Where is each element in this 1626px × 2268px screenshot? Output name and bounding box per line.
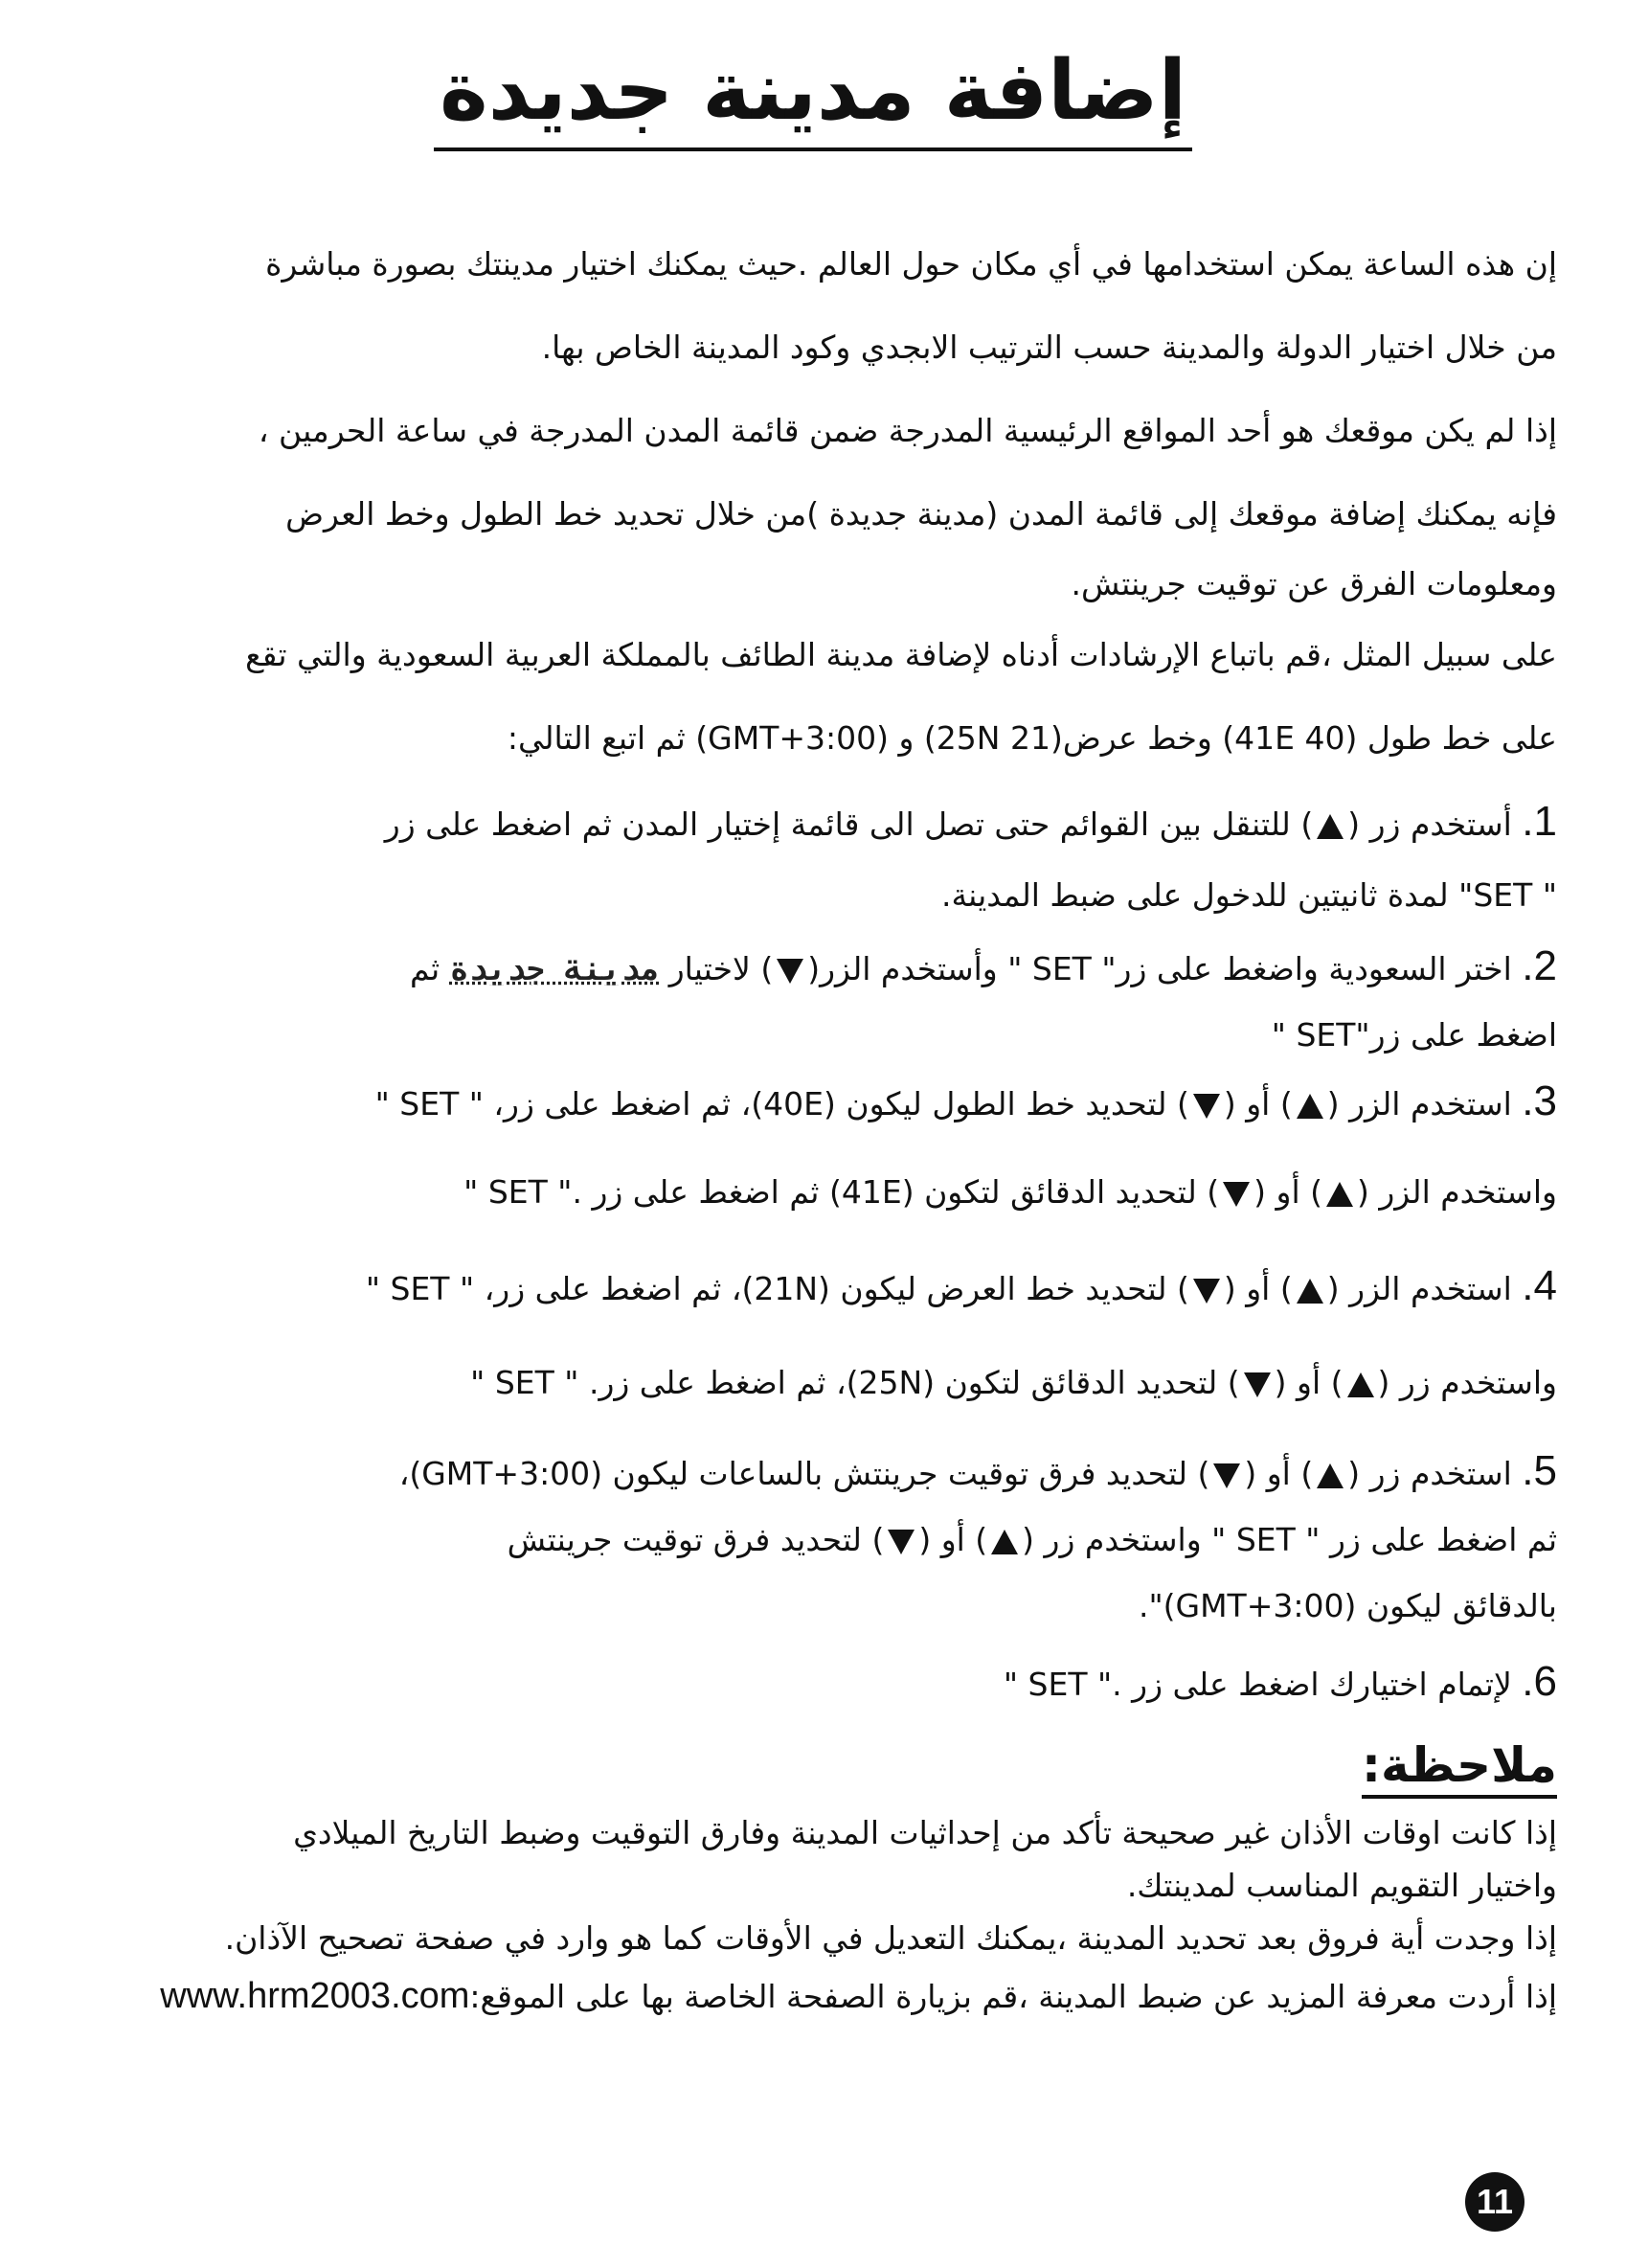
step-2-line-1: [63, 924, 1557, 1011]
step-3-line-2: [63, 1146, 1557, 1238]
step-number: 1.: [1522, 798, 1557, 845]
step-text: ) أو (: [1274, 1364, 1344, 1401]
step-4-line-1: [63, 1238, 1557, 1337]
step-text: ) للتنقل بين القوائم حتى تصل الى قائمة إختيار المدن ثم اضغط على زر: [384, 805, 1314, 843]
step-text: استخدم الزر (: [1326, 1270, 1512, 1307]
page-number: 11: [1465, 2172, 1524, 2232]
page-title: [0, 38, 1626, 151]
step-text: ) لاختيار: [668, 950, 774, 987]
step-text: ثم اضغط على زر " SET " واستخدم زر (: [1022, 1521, 1557, 1558]
triangle-up-icon: [1297, 1094, 1323, 1119]
triangle-down-icon: [1193, 1279, 1220, 1304]
step-text: أستخدم زر (: [1347, 805, 1512, 843]
triangle-up-icon: [991, 1530, 1018, 1554]
step-text: ثم: [410, 950, 440, 987]
step-text: واستخدم الزر (: [1357, 1173, 1557, 1211]
triangle-down-icon: [777, 959, 803, 984]
step-number: 3.: [1522, 1077, 1557, 1124]
step-5-line-3: بالدقائق ليكون (GMT+3:00)".: [1138, 1587, 1557, 1624]
step-text: ) أو (: [1223, 1085, 1293, 1123]
step-4: [63, 1238, 1557, 1429]
triangle-down-icon: [1193, 1094, 1220, 1119]
page-title-text: إضافة مدينة جديدة: [434, 38, 1192, 151]
step-number: 5.: [1522, 1447, 1557, 1494]
triangle-down-icon: [1213, 1463, 1240, 1488]
intro-line: إن هذه الساعة يمكن استخدامها في أي مكان حول العالم .حيث يمكنك اختيار مدينتك بصورة مباشرة: [265, 245, 1557, 283]
triangle-up-icon: [1317, 1463, 1344, 1488]
step-6: [63, 1648, 1557, 1718]
step-text: اختر السعودية واضغط على زر" SET " وأستخدم الزر(: [807, 950, 1512, 987]
step-text: ) لتحديد خط الطول ليكون (40E)، ثم اضغط على زر، " SET ": [374, 1085, 1189, 1123]
note-line: إذا كانت اوقات الأذان غير صحيحة تأكد من إحداثيات المدينة وفارق التوقيت وضبط التاريخ الميلادي: [293, 1814, 1557, 1851]
note-line: إذا وجدت أية فروق بعد تحديد المدينة ،يمكنك التعديل في الأوقات كما هو وارد في صفحة تصحيح الآذان.: [224, 1919, 1557, 1957]
note-text: إذا أردت معرفة المزيد عن ضبط المدينة ،قم بزيارة الصفحة الخاصة بها على الموقع:: [469, 1978, 1557, 2015]
step-1-line-2: " SET" لمدة ثانيتين للدخول على ضبط المدينة.: [940, 876, 1557, 914]
page-content: [63, 222, 1557, 2026]
intro-line: إذا لم يكن موقعك هو أحد المواقع الرئيسية المدرجة ضمن قائمة المدن المدرجة في ساعة الحرمين ،: [258, 412, 1557, 449]
step-text: استخدم زر (: [1347, 1455, 1512, 1492]
step-text: ) أو (: [1253, 1173, 1322, 1211]
step-text: لإتمام اختيارك اضغط على زر ." SET ": [1003, 1666, 1512, 1703]
triangle-down-icon: [1244, 1372, 1271, 1397]
triangle-up-icon: [1326, 1182, 1353, 1207]
lcd-display-text: مدينة جديدة: [449, 950, 660, 987]
step-number: 6.: [1522, 1658, 1557, 1705]
step-5: [63, 1429, 1557, 1648]
step-number: 2.: [1522, 942, 1557, 989]
step-text: ) لتحديد فرق توقيت جرينتش: [507, 1521, 885, 1558]
intro-line: فإنه يمكنك إضافة موقعك إلى قائمة المدن (مدينة جديدة )من خلال تحديد خط الطول وخط العرض: [285, 495, 1557, 533]
step-text: ) أو (: [1244, 1455, 1314, 1492]
intro-section: [63, 222, 1557, 780]
step-3-line-1: [63, 1059, 1557, 1146]
note-section: [63, 1718, 1557, 2026]
step-2-line-2: اضغط على زر"SET ": [1271, 1016, 1557, 1054]
intro-line: على سبيل المثل ،قم باتباع الإرشادات أدناه لإضافة مدينة الطائف بالمملكة العربية السعودية والتي تقع: [245, 636, 1557, 673]
triangle-up-icon: [1347, 1372, 1374, 1397]
step-text: ) لتحديد الدقائق لتكون (41E) ثم اضغط على زر ." SET ": [463, 1173, 1220, 1211]
step-5-line-1: [63, 1429, 1557, 1516]
step-3: [63, 1059, 1557, 1238]
step-text: ) لتحديد فرق توقيت جرينتش بالساعات ليكون (GMT+3:00)،: [398, 1455, 1210, 1492]
step-1: [63, 780, 1557, 924]
intro-line: من خلال اختيار الدولة والمدينة حسب الترتيب الابجدي وكود المدينة الخاص بها.: [541, 329, 1557, 366]
note-line-website: [63, 1967, 1557, 2026]
note-line: واختيار التقويم المناسب لمدينتك.: [1126, 1867, 1557, 1904]
note-heading: ملاحظة:: [1362, 1735, 1557, 1799]
step-4-line-2: [63, 1337, 1557, 1429]
intro-line: ومعلومات الفرق عن توقيت جرينتش.: [1071, 565, 1557, 602]
triangle-down-icon: [1223, 1182, 1250, 1207]
step-2: [63, 924, 1557, 1059]
step-text: استخدم الزر (: [1326, 1085, 1512, 1123]
step-text: ) لتحديد الدقائق لتكون (25N)، ثم اضغط على زر. " SET ": [470, 1364, 1240, 1401]
step-text: ) لتحديد خط العرض ليكون (21N)، ثم اضغط على زر، " SET ": [365, 1270, 1189, 1307]
step-1-line-1: [63, 780, 1557, 867]
triangle-up-icon: [1317, 814, 1344, 839]
step-text: ) أو (: [918, 1521, 988, 1558]
triangle-down-icon: [888, 1530, 915, 1554]
triangle-up-icon: [1297, 1279, 1323, 1304]
step-text: واستخدم زر (: [1377, 1364, 1557, 1401]
step-5-line-2: [63, 1516, 1557, 1564]
website-link[interactable]: www.hrm2003.com: [160, 1976, 470, 2016]
intro-line: على خط طول (40 41E) وخط عرض(21 25N) و (GMT+3:00) ثم اتبع التالي:: [507, 719, 1557, 757]
step-number: 4.: [1522, 1262, 1557, 1309]
step-text: ) أو (: [1223, 1270, 1293, 1307]
step-6-line-1: [63, 1648, 1557, 1718]
